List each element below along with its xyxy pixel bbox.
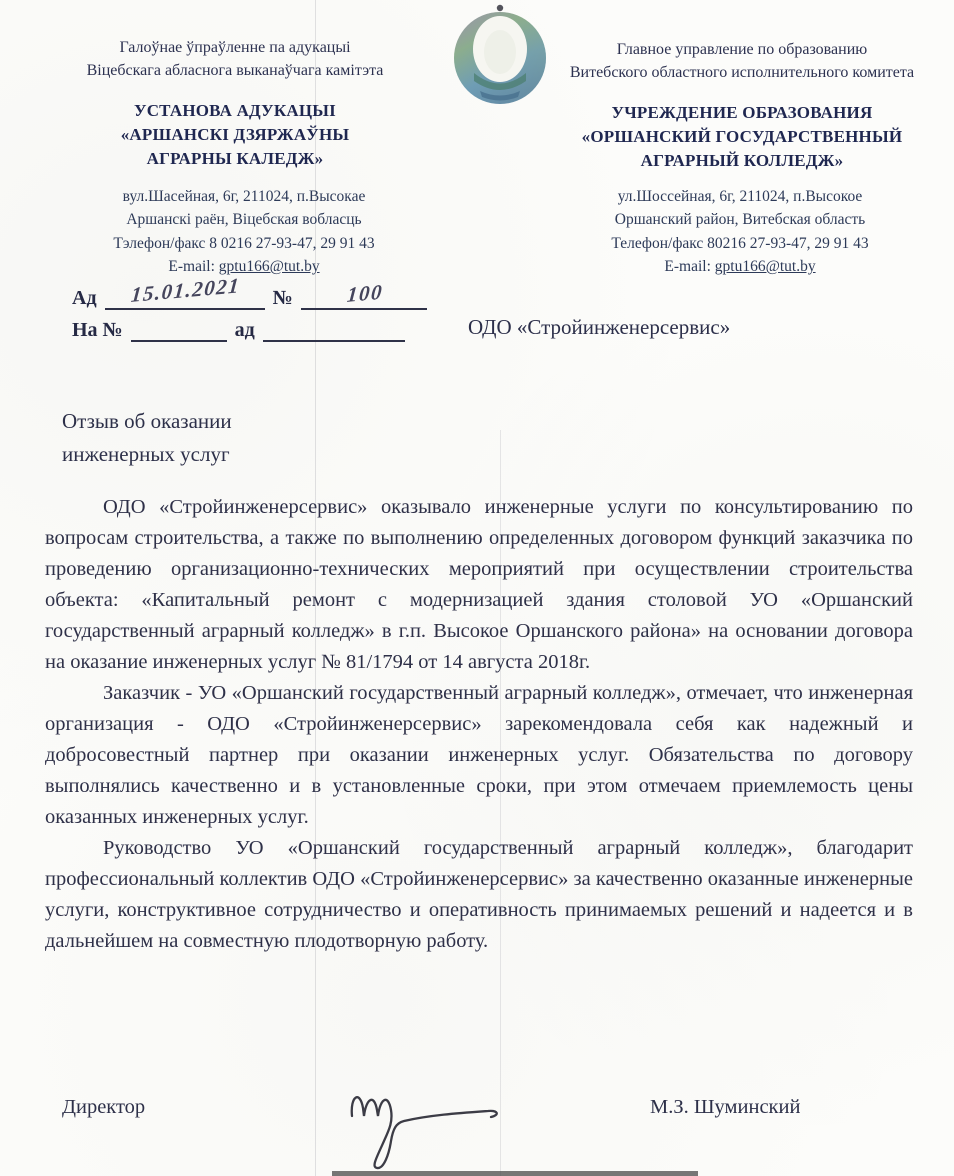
- reply-date-blank: [263, 316, 405, 342]
- subject-line2: инженерных услуг: [62, 442, 230, 466]
- reply-number-blank: [131, 316, 227, 342]
- handwritten-date: 15.01.2021: [129, 273, 242, 307]
- number-blank: [301, 279, 427, 310]
- organization-name-by: [80, 99, 390, 171]
- org-ru-line1: УЧРЕЖДЕНИЕ ОБРАЗОВАНИЯ: [611, 103, 873, 122]
- address-by-email-line: [64, 255, 424, 278]
- addressee: ОДО «Стройинженерсервис»: [468, 315, 731, 339]
- authority-ru-line1: Главное управление по образованию: [616, 41, 868, 58]
- signer-name: М.З. Шуминский: [650, 1096, 801, 1118]
- address-ru-region: Оршанский район, Витебская область: [614, 211, 866, 229]
- address-ru-email-line: [552, 255, 928, 278]
- authority-name-by: [60, 36, 410, 82]
- org-ru-line2: «ОРШАНСКИЙ ГОСУДАРСТВЕННЫЙ: [581, 127, 903, 147]
- email-address: gptu166@tut.by: [714, 257, 816, 275]
- authority-by-line1: Галоўнае ўпраўленне па адукацыі: [119, 39, 351, 56]
- email-address: gptu166@tut.by: [218, 257, 320, 275]
- letter-body: [45, 492, 913, 957]
- org-by-line1: УСТАНОВА АДУКАЦЫІ: [134, 101, 336, 120]
- scan-edge-artifact: [332, 1171, 698, 1176]
- email-label: E-mail:: [168, 257, 219, 275]
- belarus-coat-of-arms-icon: [444, 1, 556, 107]
- org-by-line3: АГРАРНЫ КАЛЕДЖ»: [146, 149, 324, 169]
- address-by-region: Аршанскі раён, Віцебская вобласць: [126, 211, 362, 229]
- incoming-reference-line: [72, 316, 413, 342]
- address-ru-street: ул.Шоссейная, 6г, 211024, п.Высокое: [617, 188, 863, 205]
- from-label: Ад: [72, 287, 97, 309]
- handwritten-number: 100: [345, 279, 384, 307]
- org-by-line2: «АРШАНСКІ ДЗЯРЖАЎНЫ: [120, 125, 350, 145]
- address-block-ru: [552, 185, 928, 278]
- org-ru-line3: АГРАРНЫЙ КОЛЛЕДЖ»: [640, 151, 844, 171]
- address-by-phone: Тэлефон/факс 8 0216 27-93-47, 29 91 43: [113, 234, 375, 252]
- authority-name-ru: [548, 38, 936, 84]
- address-ru-phone: Телефон/факс 80216 27-93-47, 29 91 43: [611, 234, 869, 252]
- email-label: E-mail:: [664, 257, 715, 275]
- subject-line1: Отзыв об оказании: [62, 409, 232, 433]
- organization-name-ru: [560, 101, 924, 173]
- subject: [62, 405, 232, 471]
- date-blank: [105, 273, 265, 310]
- paragraph-2: Заказчик - УО «Оршанский государственный аграрный колледж», отмечает, что инженерная организация - ОДО «Стройинженерсервис» зарекомендовала себя как надежный и добросовестный партнер при оказании инженерных услуг. Обязательства по договору выполнялись качественно и в установленные сроки, при этом отмечаем приемлемость цены оказанных инженерных услуг.: [45, 682, 913, 828]
- paragraph-3: Руководство УО «Оршанский государственный аграрный колледж», благодарит профессиональный коллектив ОДО «Стройинженерсервис» за качественно оказанные инженерные услуги, конструктивное сотрудничество и оперативность принимаемых решений и надеется и в дальнейшем на совместную плодотворную работу.: [45, 837, 913, 952]
- number-label: №: [272, 287, 293, 309]
- handwritten-signature: [338, 1068, 514, 1172]
- authority-by-line2: Віцебскага абласнога выканаўчага камітэта: [86, 62, 384, 80]
- signer-title: Директор: [62, 1096, 146, 1118]
- outgoing-reference-line: [72, 273, 435, 310]
- address-by-street: вул.Шасейная, 6г, 211024, п.Высокае: [122, 188, 366, 205]
- paragraph-1: ОДО «Стройинженерсервис» оказывало инженерные услуги по консультированию по вопросам строительства, а также по выполнению определенных договором функций заказчика по проведению организационно-технических мероприятий при осуществлении строительства объекта: «Капитальный ремонт с модернизацией здания столовой УО «Оршанский государственный аграрный колледж» в г.п. Высокое Оршанского района» на основании договора на оказание инженерных услуг № 81/1794 от 14 августа 2018г.: [45, 496, 913, 673]
- authority-ru-line2: Витебского областного исполнительного комитета: [569, 64, 915, 82]
- address-block-by: [64, 185, 424, 278]
- reply-number-label: На №: [72, 319, 123, 341]
- reply-date-label: ад: [234, 319, 255, 341]
